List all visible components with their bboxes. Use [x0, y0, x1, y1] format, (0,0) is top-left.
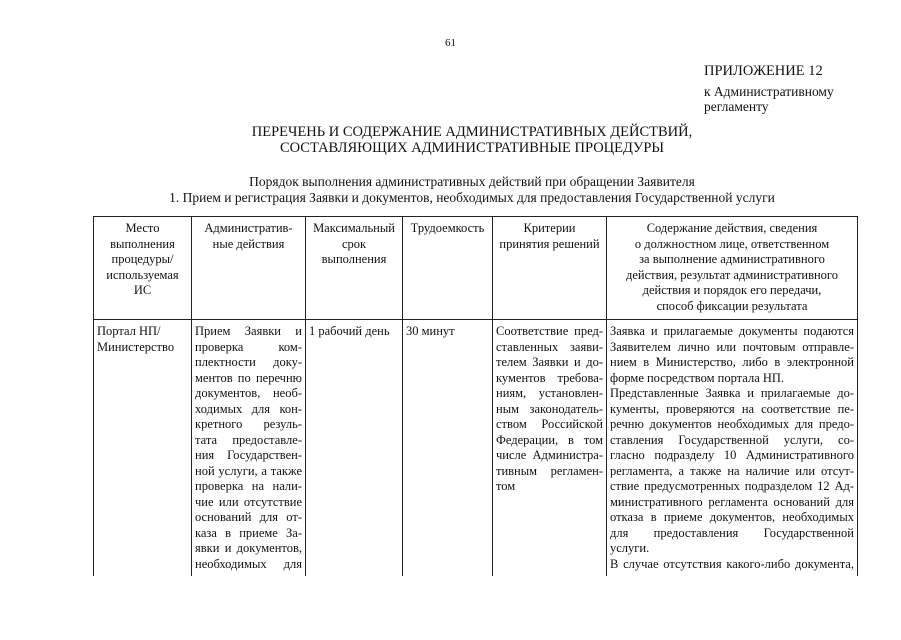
- cell-line: Заявка и прилагаемые документы подаются: [610, 324, 854, 338]
- cell-line: Представленные Заявка и прилагаемые до-: [610, 386, 854, 400]
- cell-line: кументы, проверяются на соответствие пе-: [610, 401, 854, 416]
- header-line: срок: [341, 236, 367, 251]
- header-content: [607, 217, 858, 320]
- header-line: ные действия: [212, 236, 285, 251]
- cell-line: документов, необ-: [195, 386, 302, 400]
- cell-criteria: [493, 320, 607, 577]
- header-line: действия и порядок его передачи,: [642, 283, 822, 297]
- header-place: [94, 217, 192, 320]
- cell-line: плектности доку-: [195, 355, 302, 369]
- cell-line: телем Заявки и до-: [496, 355, 603, 369]
- cell-line: тивным регламен-: [496, 463, 603, 478]
- appendix-header: [704, 64, 834, 114]
- cell-line: 1 рабочий день: [309, 324, 390, 338]
- cell-line: Федерации, в том: [496, 432, 603, 447]
- header-line: используемая: [106, 267, 179, 282]
- appendix-line: регламенту: [704, 99, 769, 114]
- cell-line: оснований для от-: [195, 510, 302, 524]
- cell-term: [306, 320, 403, 577]
- cell-line: регламента, а также на наличие или отсут-: [610, 463, 854, 478]
- cell-line: ния Государствен-: [195, 448, 302, 462]
- header-line: выполнения: [321, 252, 387, 266]
- cell-line: нием в Министерство, либо в электронной: [610, 355, 854, 369]
- cell-line: ной услуги, а также: [195, 463, 302, 478]
- cell-line: ствие предусмотренных подразделом 12 Ад-: [610, 479, 854, 493]
- cell-line: Портал НП/: [97, 324, 161, 338]
- header-effort: [403, 217, 493, 320]
- cell-line: числе Администра-: [496, 448, 603, 462]
- page-number: 61: [445, 37, 456, 49]
- cell-line: гласно подразделу 10 Административного: [610, 448, 854, 462]
- title-line: СОСТАВЛЯЮЩИХ АДМИНИСТРАТИВНЫЕ ПРОЦЕДУРЫ: [279, 140, 665, 156]
- cell-line: ходимых для кон-: [195, 401, 302, 416]
- cell-line: речню документов необходимых для предо-: [610, 417, 854, 431]
- cell-line: ставления Государственной услуги, со-: [610, 432, 854, 447]
- header-line: Максимальный: [313, 221, 395, 235]
- title-line: ПЕРЕЧЕНЬ И СОДЕРЖАНИЕ АДМИНИСТРАТИВНЫХ ДЕЙСТВИЙ,: [251, 124, 693, 140]
- header-line: Содержание действия, сведения: [646, 221, 818, 235]
- header-line: способ фиксации результата: [656, 298, 808, 313]
- header-line: процедуры/: [111, 252, 174, 266]
- cell-effort: [403, 320, 493, 577]
- cell-place: [94, 320, 192, 577]
- cell-line: том: [496, 479, 516, 493]
- cell-line: кретного резуль-: [195, 417, 302, 431]
- cell-line: отказа в приеме документов, необходимых: [610, 510, 854, 524]
- cell-action: [192, 320, 306, 577]
- cell-line: ментов по перечню: [195, 370, 302, 385]
- table-row: [94, 320, 858, 577]
- cell-line: каза в приеме За-: [195, 525, 302, 540]
- cell-line: тата предоставле-: [195, 432, 302, 447]
- cell-line: Соответствие пред-: [496, 324, 603, 338]
- cell-line: проверка ком-: [195, 339, 302, 354]
- header-line: Место: [125, 221, 160, 235]
- header-criteria: [493, 217, 607, 320]
- header-line: выполнения: [110, 236, 175, 251]
- cell-line: услуги.: [610, 541, 650, 555]
- document-title: [0, 124, 901, 156]
- appendix-line: к Административному: [704, 84, 834, 99]
- subtitle-line: Порядок выполнения административных действий при обращении Заявителя: [249, 174, 695, 189]
- cell-line: для предоставления Государственной: [610, 525, 854, 540]
- header-line: ИС: [133, 283, 152, 297]
- table-header-row: [94, 217, 858, 320]
- header-line: действия, результат административного: [626, 267, 838, 282]
- cell-line: форме посредством портала НП.: [610, 370, 785, 385]
- cell-line: проверка на нали-: [195, 479, 302, 493]
- cell-line: ниям, установлен-: [496, 386, 603, 400]
- cell-line: Заявителем лично или почтовым отправле-: [610, 339, 854, 354]
- cell-line: ством Российской: [496, 417, 603, 431]
- cell-line: Прием Заявки и: [195, 324, 302, 338]
- cell-line: чие или отсутствие: [195, 494, 302, 509]
- cell-line: явки и документов,: [195, 541, 302, 555]
- cell-line: ным законодатель-: [496, 401, 603, 416]
- header-line: за выполнение административного: [639, 252, 825, 266]
- procedure-table: [93, 216, 858, 576]
- cell-line: необходимых для: [195, 556, 302, 571]
- header-line: принятия решений: [499, 236, 600, 251]
- header-line: Административ-: [204, 221, 293, 235]
- header-term: [306, 217, 403, 320]
- cell-line: 30 минут: [406, 324, 455, 338]
- cell-line: ставленных заяви-: [496, 339, 603, 354]
- header-line: о должностном лице, ответственном: [634, 236, 830, 251]
- cell-line: Министерство: [97, 339, 175, 354]
- cell-line: кументов требова-: [496, 370, 603, 385]
- appendix-title: ПРИЛОЖЕНИЕ 12: [704, 63, 823, 79]
- cell-line: В случае отсутствия какого-либо документа,: [610, 556, 854, 571]
- section-subtitle: [0, 174, 901, 206]
- header-action: [192, 217, 306, 320]
- header-line: Критерии: [523, 221, 576, 235]
- subtitle-line: 1. Прием и регистрация Заявки и документов, необходимых для предоставления Государственной услуги: [169, 190, 775, 205]
- cell-line: министративного регламента оснований для: [610, 494, 854, 509]
- cell-content: [607, 320, 858, 577]
- header-line: Трудоемкость: [410, 221, 485, 235]
